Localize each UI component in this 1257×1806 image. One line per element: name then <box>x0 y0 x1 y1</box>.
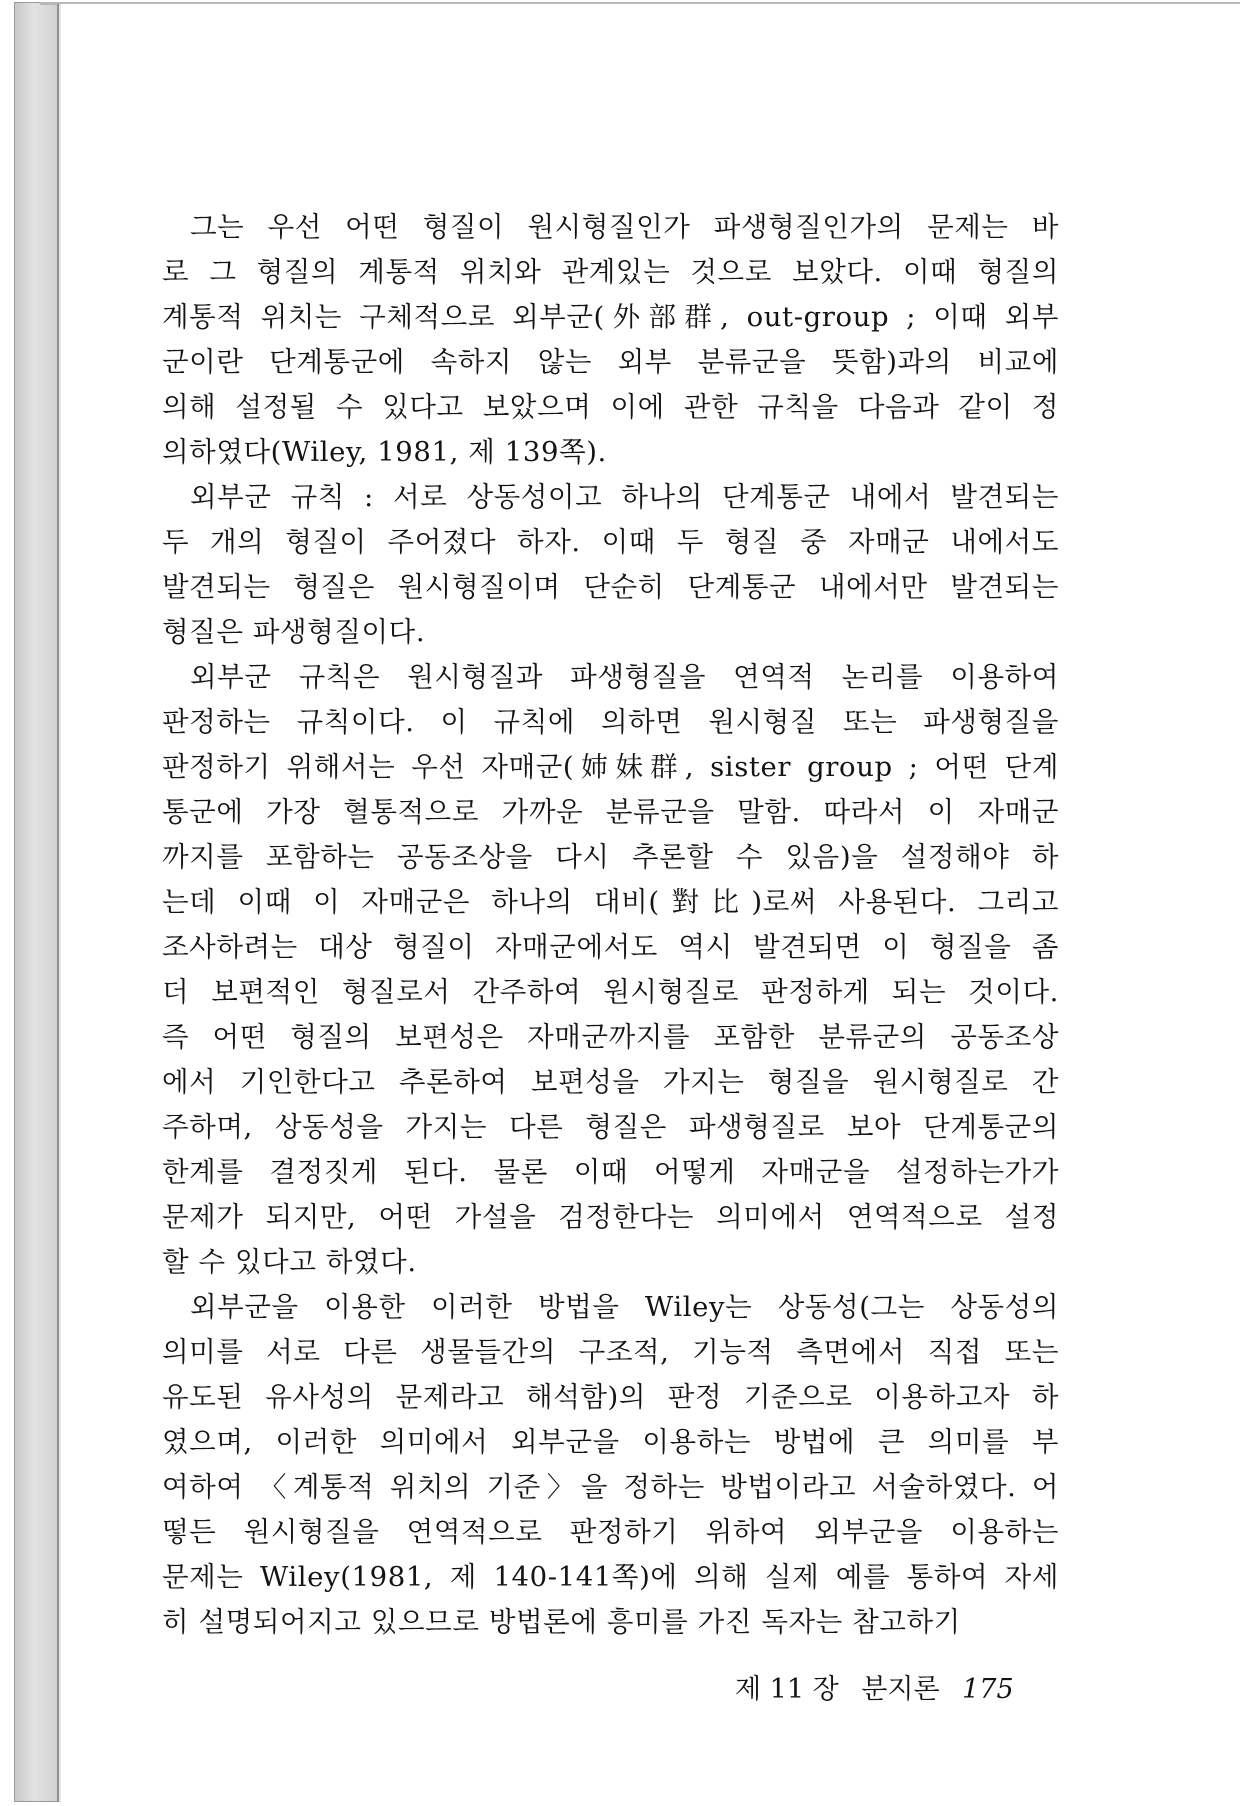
text-line: 였으며, 이러한 의미에서 외부군을 이용하는 방법에 큰 의미를 부 <box>162 1426 1059 1458</box>
footer-chapter-title: 분지론 <box>861 1674 940 1705</box>
text-line: 발견되는 형질은 원시형질이며 단순히 단계통군 내에서만 발견되는 <box>162 571 1059 603</box>
text-line: 판정하는 규칙이다. 이 규칙에 의하면 원시형질 또는 파생형질을 <box>162 706 1059 738</box>
text-line: 형질은 파생형질이다. <box>162 616 426 648</box>
text-line: 유도된 유사성의 문제라고 해석함)의 판정 기준으로 이용하고자 하 <box>162 1381 1059 1413</box>
text-line: 조사하려는 대상 형질이 자매군에서도 역시 발견되면 이 형질을 좀 <box>162 931 1059 963</box>
paragraph <box>162 655 1059 1285</box>
text-line: 떻든 원시형질을 연역적으로 판정하기 위하여 외부군을 이용하는 <box>162 1516 1059 1548</box>
paragraph <box>162 205 1059 475</box>
text-line: 에서 기인한다고 추론하여 보편성을 가지는 형질을 원시형질로 간 <box>162 1066 1059 1098</box>
text-line: 할 수 있다고 하였다. <box>162 1246 417 1278</box>
text-line: 외부군을 이용한 이러한 방법을 Wiley는 상동성(그는 상동성의 <box>190 1291 1059 1323</box>
text-line: 문제가 되지만, 어떤 가설을 검정한다는 의미에서 연역적으로 설정 <box>162 1201 1059 1233</box>
text-line: 는데 이때 이 자매군은 하나의 대비(對比)로써 사용된다. 그리고 <box>162 886 1059 918</box>
text-line: 외부군 규칙 : 서로 상동성이고 하나의 단계통군 내에서 발견되는 <box>190 481 1059 513</box>
text-line: 주하며, 상동성을 가지는 다른 형질은 파생형질로 보아 단계통군의 <box>162 1111 1059 1143</box>
book-spine <box>14 2 58 1802</box>
text-line: 판정하기 위해서는 우선 자매군(姉妹群, sister group ; 어떤 단계 <box>162 751 1059 783</box>
text-line: 군이란 단계통군에 속하지 않는 외부 분류군을 뜻함)과의 비교에 <box>162 346 1059 378</box>
text-line: 의미를 서로 다른 생물들간의 구조적, 기능적 측면에서 직접 또는 <box>162 1336 1059 1368</box>
text-line: 히 설명되어지고 있으므로 방법론에 흥미를 가진 독자는 참고하기 <box>162 1606 961 1638</box>
text-line: 즉 어떤 형질의 보편성은 자매군까지를 포함한 분류군의 공동조상 <box>162 1021 1059 1053</box>
text-line: 그는 우선 어떤 형질이 원시형질인가 파생형질인가의 문제는 바 <box>190 211 1059 243</box>
text-line: 의해 설정될 수 있다고 보았으며 이에 관한 규칙을 다음과 같이 정 <box>162 391 1059 423</box>
text-line: 통군에 가장 혈통적으로 가까운 분류군을 말함. 따라서 이 자매군 <box>162 796 1059 828</box>
text-line: 문제는 Wiley(1981, 제 140-141쪽)에 의해 실제 예를 통하여 자세 <box>162 1561 1059 1593</box>
text-line: 의하였다(Wiley, 1981, 제 139쪽). <box>162 436 607 468</box>
footer-chapter: 제 11 장 <box>735 1674 839 1705</box>
text-line: 여하여 〈계통적 위치의 기준〉을 정하는 방법이라고 서술하였다. 어 <box>162 1471 1060 1503</box>
paragraph <box>162 1285 1059 1645</box>
text-line: 로 그 형질의 계통적 위치와 관계있는 것으로 보았다. 이때 형질의 <box>162 256 1059 288</box>
text-line: 계통적 위치는 구체적으로 외부군(外部群, out-group ; 이때 외부 <box>162 301 1059 333</box>
text-line: 까지를 포함하는 공동조상을 다시 추론할 수 있음)을 설정해야 하 <box>162 841 1059 873</box>
text-line: 한계를 결정짓게 된다. 물론 이때 어떻게 자매군을 설정하는가가 <box>162 1156 1059 1188</box>
page-footer <box>735 1667 1014 1706</box>
text-line: 두 개의 형질이 주어졌다 하자. 이때 두 형질 중 자매군 내에서도 <box>162 526 1059 558</box>
footer-page-number: 175 <box>962 1674 1014 1705</box>
text-line: 더 보편적인 형질로서 간주하여 원시형질로 판정하게 되는 것이다. <box>162 976 1059 1008</box>
paragraph <box>162 475 1059 655</box>
text-line: 외부군 규칙은 원시형질과 파생형질을 연역적 논리를 이용하여 <box>190 661 1059 693</box>
page-body-text <box>162 205 1059 1645</box>
